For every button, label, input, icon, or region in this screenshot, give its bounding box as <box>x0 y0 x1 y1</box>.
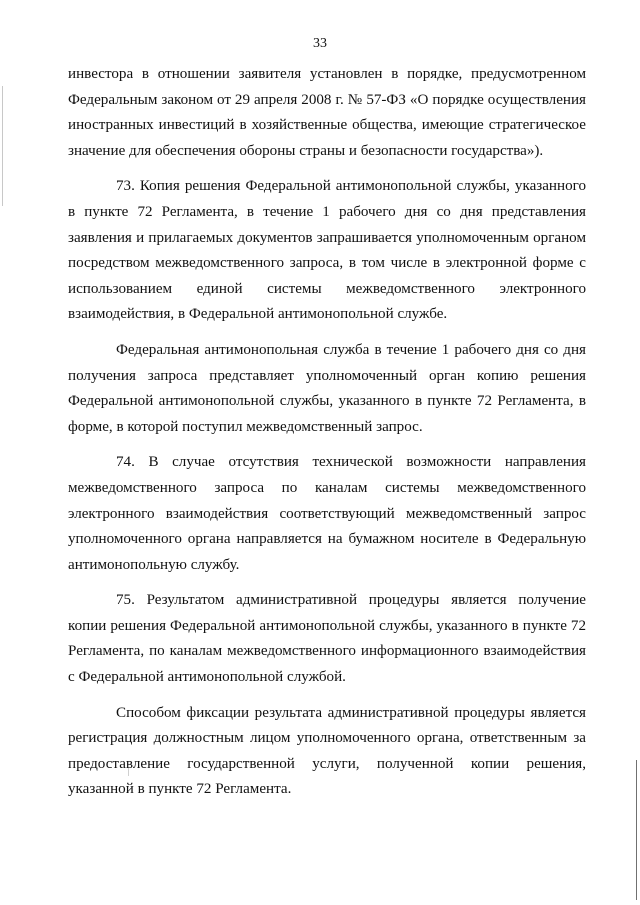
paragraph-73-continued <box>68 338 586 440</box>
paragraph-75 <box>68 588 586 690</box>
text-line: посредством межведомственного запроса, в том числе в электронной форме с <box>68 255 586 272</box>
text-line: заявления и прилагаемых документов запрашивается уполномоченным органом <box>68 229 586 246</box>
text-line: предоставление государственной услуги, полученной копии решения, <box>68 755 586 772</box>
text-line: Федеральным законом от 29 апреля 2008 г. № 57-ФЗ «О порядке осуществления <box>68 91 586 108</box>
text-line: с Федеральной антимонопольной службой. <box>68 669 346 686</box>
document-body <box>68 62 586 803</box>
text-line: иностранных инвестиций в хозяйственные общества, имеющие стратегическое <box>68 117 586 134</box>
text-line: 74. В случае отсутствия технической возможности направления <box>116 454 586 471</box>
text-line: Регламента, по каналам межведомственного информационного взаимодействия <box>68 643 586 660</box>
text-line: копии решения Федеральной антимонопольной службы, указанного в пункте 72 <box>68 617 586 634</box>
paragraph-continuation <box>68 62 586 164</box>
text-line: взаимодействия, в Федеральной антимонопольной службе. <box>68 306 448 323</box>
text-line: уполномоченного органа направляется на бумажном носителе в Федеральную <box>68 531 586 548</box>
text-line: форме, в которой поступил межведомственный запрос. <box>68 418 423 435</box>
scan-edge-mark <box>2 86 3 206</box>
text-line: Федеральной антимонопольной службы, указанного в пункте 72 Регламента, в <box>68 393 586 410</box>
scan-edge-mark <box>636 760 637 900</box>
text-line: значение для обеспечения обороны страны и безопасности государства»). <box>68 142 544 159</box>
text-line: электронного взаимодействия соответствующий межведомственный запрос <box>68 505 586 522</box>
text-line: межведомственного запроса по каналам системы межведомственного <box>68 479 586 496</box>
text-line: Способом фиксации результата административной процедуры является <box>116 704 586 721</box>
paragraph-75-continued <box>68 701 586 803</box>
text-line: антимонопольную службу. <box>68 556 240 573</box>
paragraph-74 <box>68 450 586 578</box>
text-line: 75. Результатом административной процедуры является получение <box>116 592 586 609</box>
text-line: получения запроса представляет уполномоченный орган копию решения <box>68 367 586 384</box>
text-line: инвестора в отношении заявителя установлен в порядке, предусмотренном <box>68 66 586 82</box>
text-line: 73. Копия решения Федеральной антимонопольной службы, указанного <box>116 178 586 195</box>
text-line: регистрация должностным лицом уполномоченного органа, ответственным за <box>68 730 586 747</box>
paragraph-73 <box>68 174 586 328</box>
text-line: в пункте 72 Регламента, в течение 1 рабочего дня со дня представления <box>68 203 586 220</box>
text-line: Федеральная антимонопольная служба в течение 1 рабочего дня со дня <box>116 341 586 358</box>
page-number: 33 <box>313 36 327 51</box>
text-line: указанной в пункте 72 Регламента. <box>68 781 292 798</box>
text-line: использованием единой системы межведомственного электронного <box>68 280 586 297</box>
